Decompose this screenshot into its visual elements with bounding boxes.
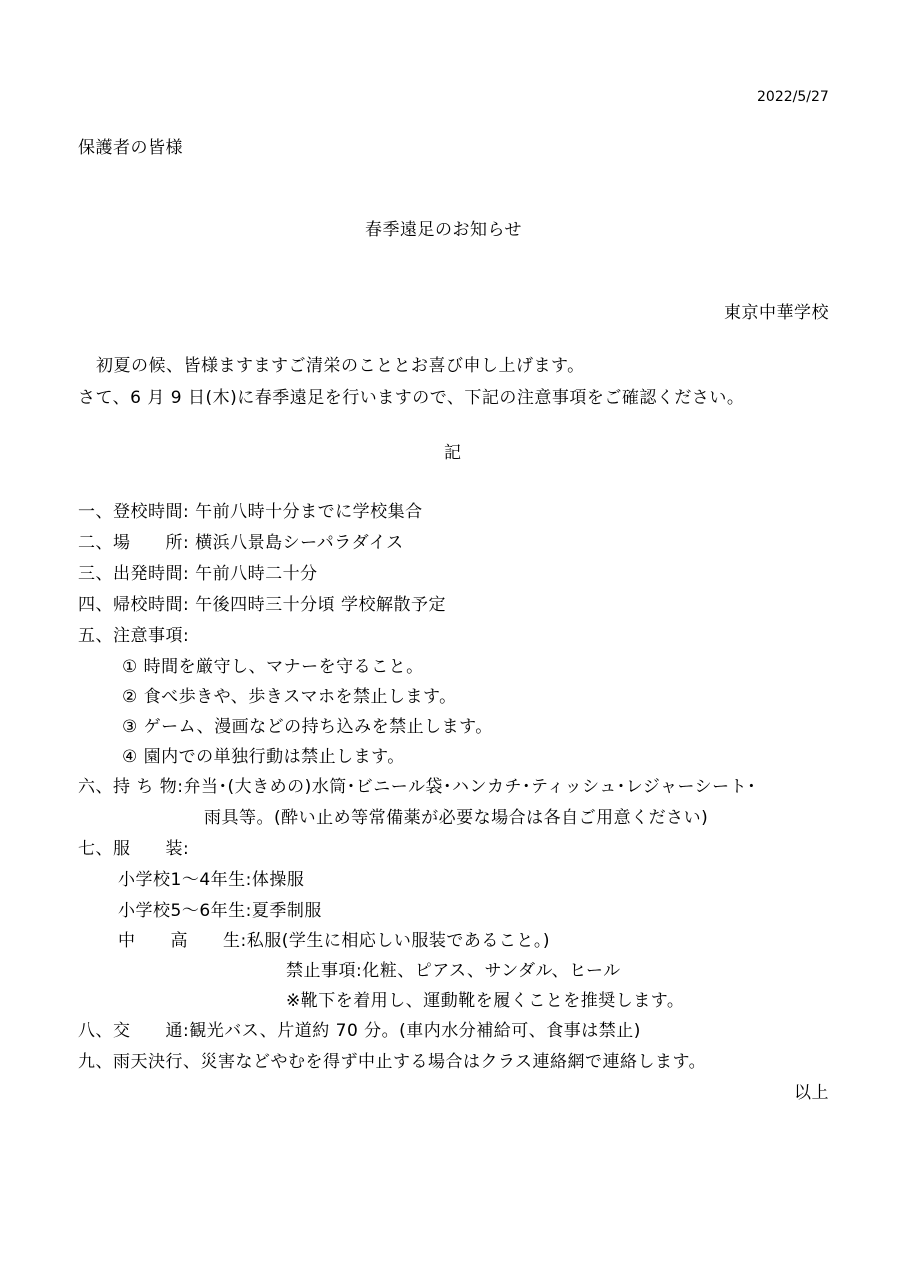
closing: 以上 xyxy=(794,1083,829,1103)
date: 2022/5/27 xyxy=(757,89,829,105)
intro-line-1: 初夏の候、皆様ますますご清栄のこととお喜び申し上げます。 xyxy=(96,356,585,376)
note-item: ④ 園内での単独行動は禁止します。 xyxy=(122,747,405,767)
recipient: 保護者の皆様 xyxy=(78,138,183,158)
item-return-time: 四、帰校時間: 午後四時三十分頃 学校解散予定 xyxy=(78,595,447,615)
item-belongings: 六、持 ち 物:弁当･(大きめの)水筒･ビニール袋･ハンカチ･ティッシュ･レジャーシート･ xyxy=(78,777,757,797)
sender: 東京中華学校 xyxy=(724,303,829,323)
item-arrival-time: 一、登校時間: 午前八時十分までに学校集合 xyxy=(78,502,423,522)
document-title: 春季遠足のお知らせ xyxy=(365,220,522,240)
dress-grade-5-6: 小学校5～6年生:夏季制服 xyxy=(118,901,322,921)
dress-prohibited: 禁止事項:化粧、ピアス、サンダル、ヒール xyxy=(286,961,621,981)
note-item: ② 食べ歩きや、歩きスマホを禁止します。 xyxy=(122,687,457,707)
intro-line-2: さて、6 月 9 日(木)に春季遠足を行いますので、下記の注意事項をご確認ください。 xyxy=(78,388,745,408)
note-item: ① 時間を厳守し、マナーを守ること。 xyxy=(122,657,424,677)
item-departure-time: 三、出発時間: 午前八時二十分 xyxy=(78,564,318,584)
ki-heading: 記 xyxy=(444,443,462,463)
item-rain-policy: 九、雨天決行、災害などやむを得ず中止する場合はクラス連絡網で連絡します。 xyxy=(78,1052,707,1072)
dress-middle-high: 中 高 生:私服(学生に相応しい服装であること。) xyxy=(118,931,550,951)
item-transport: 八、交 通:観光バス、片道約 70 分。(車内水分補給可、食事は禁止) xyxy=(78,1021,641,1041)
note-item: ③ ゲーム、漫画などの持ち込みを禁止します。 xyxy=(122,717,493,737)
item-notes-heading: 五、注意事項: xyxy=(78,626,190,646)
item-belongings-cont: 雨具等。(酔い止め等常備薬が必要な場合は各自ご用意ください) xyxy=(204,808,709,828)
item-dress-heading: 七、服 装: xyxy=(78,839,190,859)
dress-recommend: ※靴下を着用し、運動靴を履くことを推奨します。 xyxy=(286,991,685,1011)
item-location: 二、場 所: 横浜八景島シーパラダイス xyxy=(78,533,404,553)
dress-grade-1-4: 小学校1～4年生:体操服 xyxy=(118,870,305,890)
